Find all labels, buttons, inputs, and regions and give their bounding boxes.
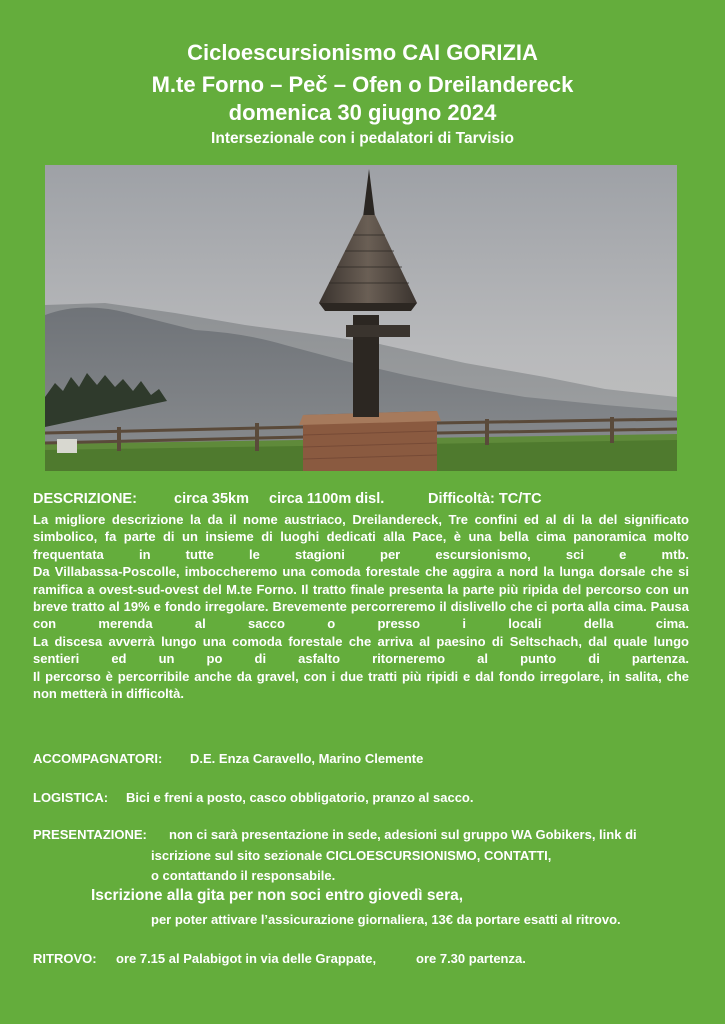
description-paragraph: Da Villabassa-Poscolle, imboccheremo una comoda forestale che aggira a nord la lunga dorsale che si ramifica a ovest-sud-ovest del M.te Forno. Il tratto finale presenta la parte più ripida del percorso con un breve tratto al 19% e fondo irregolare. Brevemente percorreremo il dislivello che ci porta alla cima. Pausa con merenda al sacco o presso i locali della cima. [33, 564, 689, 632]
logistica-label: LOGISTICA: [33, 790, 109, 805]
logistica-value: Bici e freni a posto, casco obbligatorio, pranzo al sacco. [126, 790, 474, 805]
subtitle: Intersezionale con i pedalatori di Tarvisio [211, 130, 514, 147]
ritrovo-time-1: ore 7.15 al Palabigot in via delle Grappate, [116, 951, 377, 966]
title-date: domenica 30 giugno 2024 [228, 100, 497, 125]
title-line-1: Cicloescursionismo CAI GORIZIA [187, 40, 538, 65]
summit-monument-photo [45, 165, 677, 471]
ritrovo-label: RITROVO: [33, 951, 97, 966]
description-paragraph: La discesa avverrà lungo una comoda forestale che arriva al paesino di Seltschach, dal quale lungo sentieri ed un po di asfalto ritorneremo al punto di partenza. [33, 633, 689, 667]
presentazione-line-1: non ci sarà presentazione in sede, adesioni sul gruppo WA Gobikers, link di [169, 827, 637, 842]
accompagnatori-label: ACCOMPAGNATORI: [33, 751, 163, 766]
description-paragraph: La migliore descrizione la da il nome austriaco, Dreilandereck, Tre confini ed al di la del significato simbolico, fa parte di un insieme di luoghi dedicati alla Pace, è una bella cima panoramica molto frequentata in tutte le stagioni per escursionismo, sci e mtb. [33, 512, 689, 562]
difficulty-value: Difficoltà: TC/TC [428, 491, 542, 507]
title-route: M.te Forno – Peč – Ofen o Dreilandereck [151, 72, 574, 97]
description-body [33, 511, 689, 702]
presentazione-label: PRESENTAZIONE: [33, 827, 147, 842]
elevation-value: circa 1100m disl. [269, 491, 385, 507]
description-label: DESCRIZIONE: [33, 491, 137, 507]
iscrizione-headline: Iscrizione alla gita per non soci entro giovedì sera, [91, 887, 464, 904]
iscrizione-detail: per poter attivare l’assicurazione giornaliera, 13€ da portare esatti al ritrovo. [151, 912, 621, 927]
ritrovo-time-2: ore 7.30 partenza. [416, 951, 526, 966]
accompagnatori-value: D.E. Enza Caravello, Marino Clemente [190, 751, 424, 766]
presentazione-line-2: iscrizione sul sito sezionale CICLOESCURSIONISMO, CONTATTI, [151, 848, 552, 863]
description-paragraph: Il percorso è percorribile anche da gravel, con i due tratti più ripidi e dal fondo irregolare, in salita, che non metterà in difficoltà. [33, 668, 689, 702]
presentazione-line-3: o contattando il responsabile. [151, 868, 336, 883]
distance-value: circa 35km [174, 491, 249, 507]
